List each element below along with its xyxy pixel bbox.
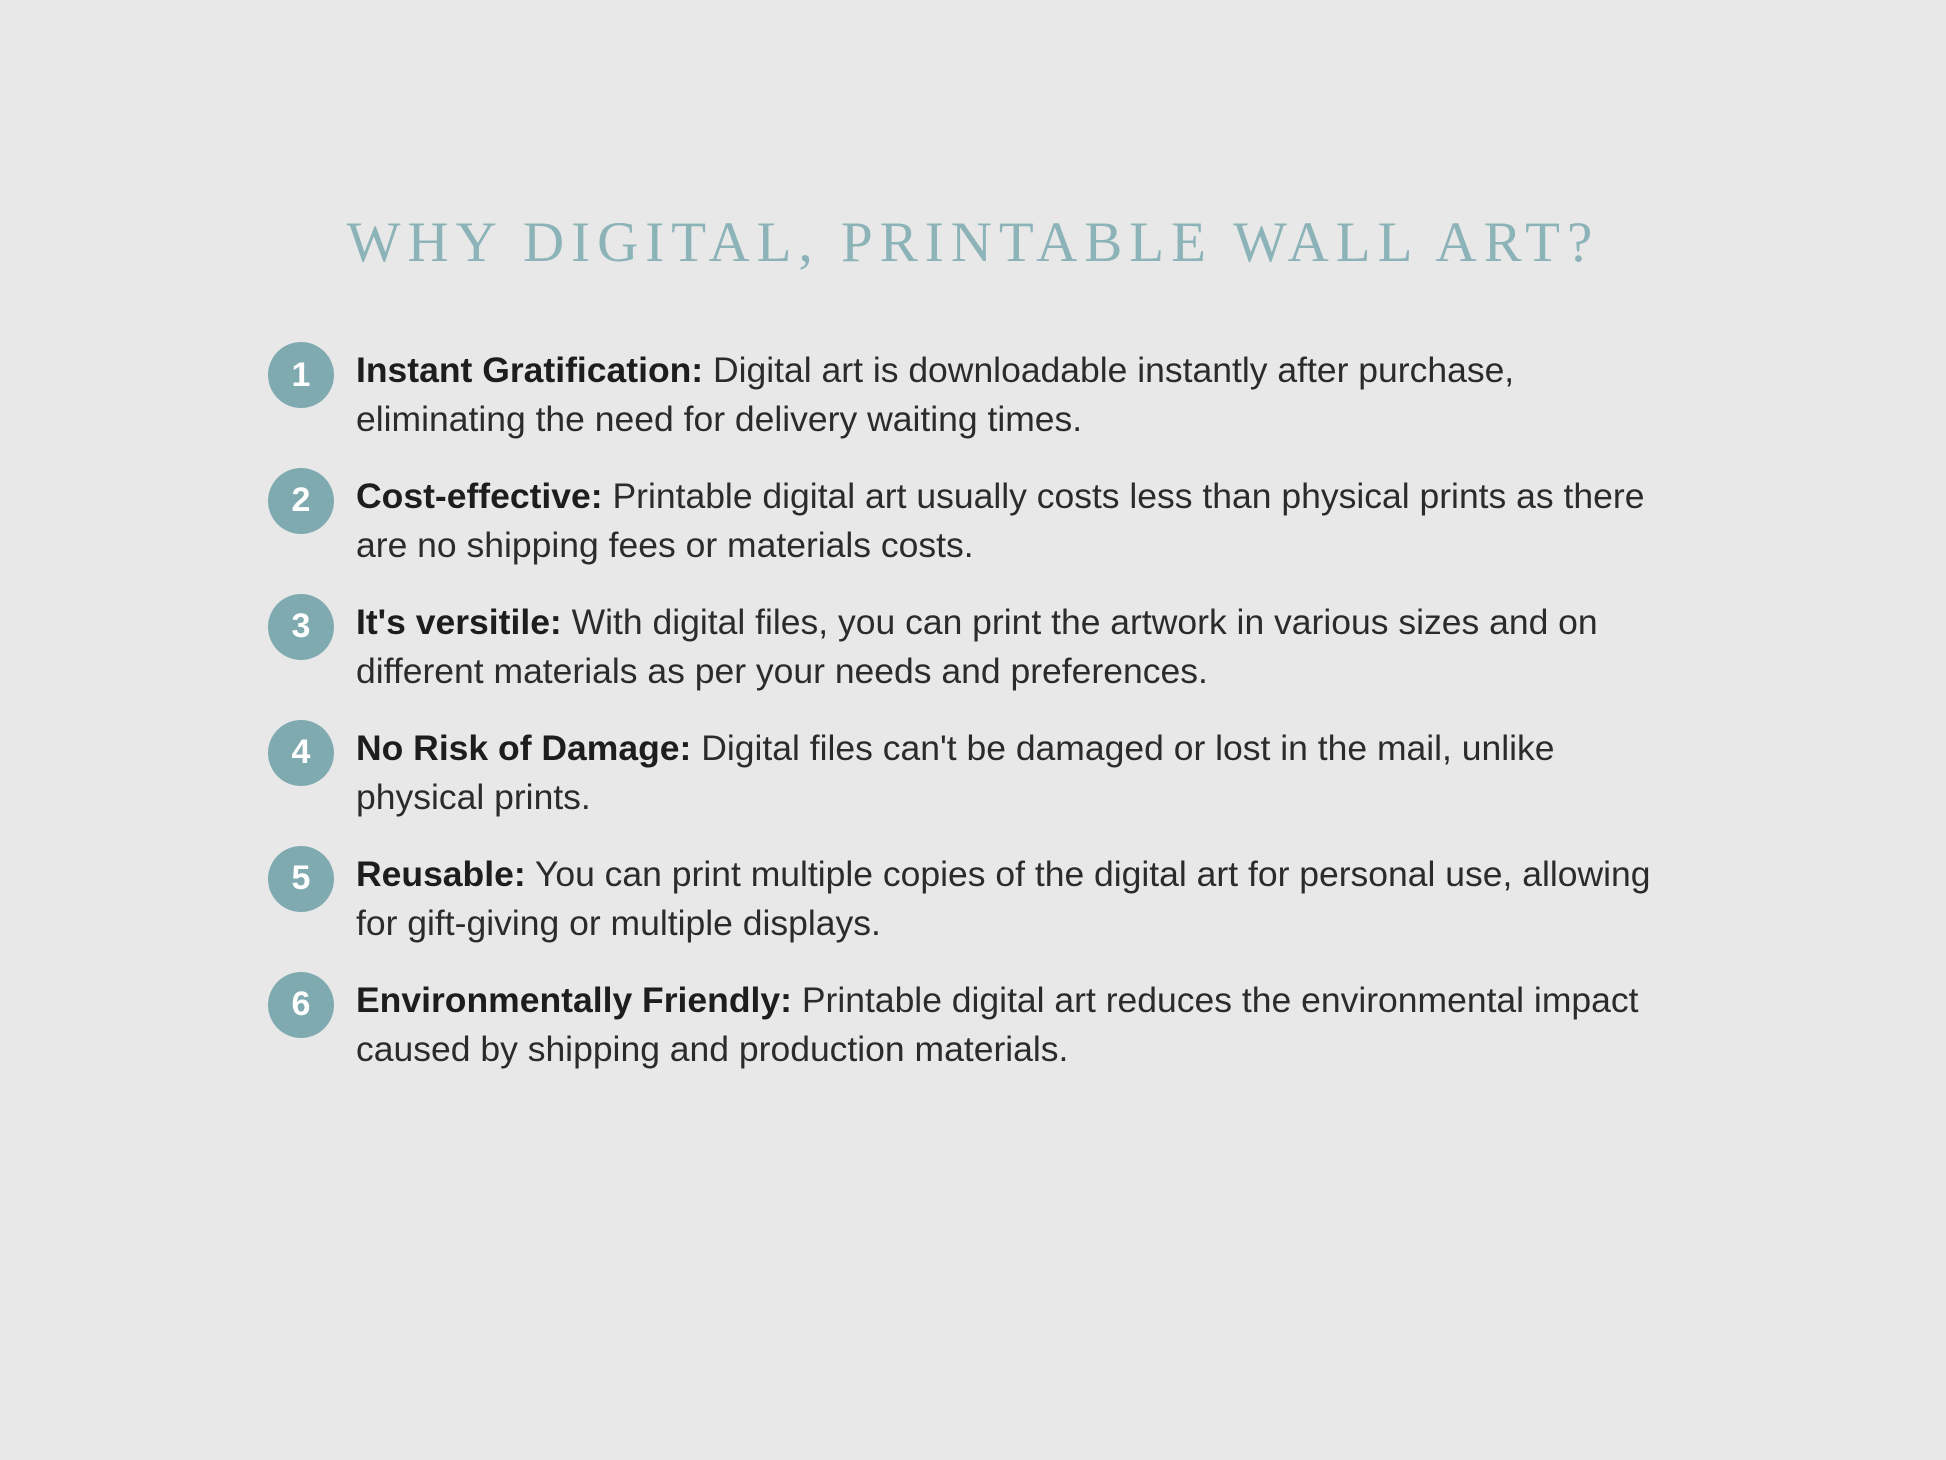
list-item	[268, 844, 1688, 948]
item-number-badge: 5	[268, 846, 334, 912]
page-title: WHY DIGITAL, PRINTABLE WALL ART?	[346, 211, 1600, 275]
item-text	[356, 844, 1688, 948]
item-lead: Cost-effective:	[356, 475, 603, 516]
item-body: Printable digital art reduces the environmental impact caused by shipping and production materials.	[356, 979, 1639, 1069]
benefits-list	[268, 340, 1688, 1096]
list-item	[268, 340, 1688, 444]
list-item	[268, 970, 1688, 1074]
item-body: Digital files can't be damaged or lost in the mail, unlike physical prints.	[356, 727, 1555, 817]
item-number-badge: 4	[268, 720, 334, 786]
item-text	[356, 466, 1688, 570]
item-text	[356, 592, 1688, 696]
item-body: Printable digital art usually costs less than physical prints as there are no shipping fees or materials costs.	[356, 475, 1645, 565]
item-text	[356, 970, 1688, 1074]
item-body: You can print multiple copies of the digital art for personal use, allowing for gift-giving or multiple displays.	[356, 853, 1651, 943]
item-lead: Environmentally Friendly:	[356, 979, 792, 1020]
item-lead: No Risk of Damage:	[356, 727, 692, 768]
item-number-badge: 1	[268, 342, 334, 408]
list-item	[268, 466, 1688, 570]
item-number-badge: 3	[268, 594, 334, 660]
item-body: Digital art is downloadable instantly after purchase, eliminating the need for delivery waiting times.	[356, 350, 1515, 439]
item-number-badge: 2	[268, 468, 334, 534]
list-item	[268, 718, 1688, 822]
item-lead: Reusable:	[356, 853, 526, 894]
item-body: With digital files, you can print the artwork in various sizes and on different materials as per your needs and preferences.	[356, 601, 1598, 691]
item-number-badge: 6	[268, 972, 334, 1038]
item-text	[356, 718, 1688, 822]
item-lead: It's versitile:	[356, 601, 562, 642]
item-lead: Instant Gratification:	[356, 350, 704, 390]
item-text	[356, 340, 1688, 444]
list-item	[268, 592, 1688, 696]
